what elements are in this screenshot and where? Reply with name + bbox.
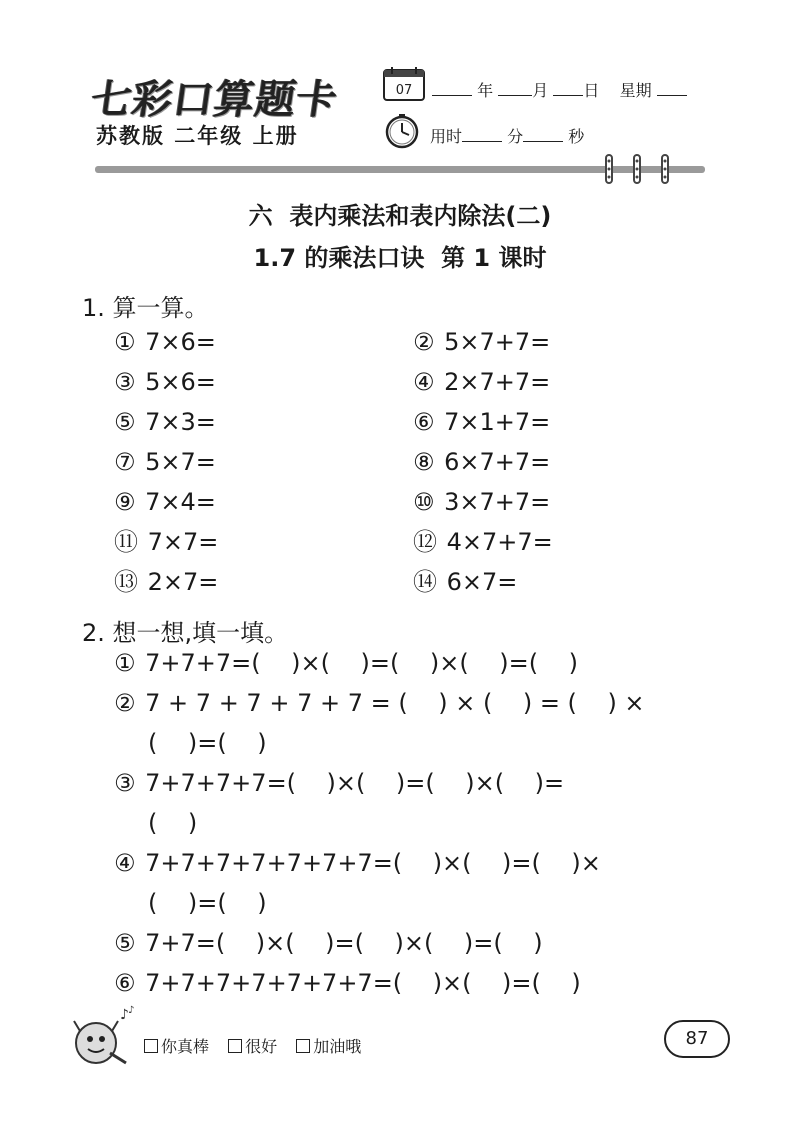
seconds-label: 秒 [568, 127, 585, 146]
calc-item[interactable]: ⑩ 3×7+7= [413, 488, 551, 516]
month-blank[interactable] [498, 81, 532, 96]
self-rating [144, 1034, 375, 1057]
clock-icon [384, 113, 420, 149]
fill-item[interactable]: ⑥ 7+7+7+7+7+7+7=( )×( )=( ) [114, 969, 581, 997]
calc-item[interactable]: ④ 2×7+7= [413, 368, 551, 396]
section2-heading: 2. 想一想,填一填。 [82, 619, 289, 647]
page-number: 87 [664, 1020, 730, 1058]
brand-title: 七彩口算题卡 [88, 77, 341, 123]
day-blank[interactable] [553, 81, 583, 96]
rating-checkbox[interactable] [144, 1039, 158, 1053]
calc-item[interactable]: ⑦ 5×7= [114, 448, 216, 476]
month-label: 月 [532, 81, 549, 100]
calc-item[interactable]: ⑪ 7×7= [114, 528, 219, 556]
unit-title: 六 表内乘法和表内除法(二) [248, 202, 552, 230]
binder-rings [600, 153, 680, 187]
fill-item[interactable]: ① 7+7+7=( )×( )=( )×( )=( ) [114, 649, 578, 677]
calendar-day: 07 [395, 83, 413, 98]
weekday-blank[interactable] [657, 81, 687, 96]
rating-option[interactable]: 加油哦 [296, 1037, 361, 1056]
fill-item[interactable]: ② 7 + 7 + 7 + 7 + 7 = ( ) × ( ) = ( ) × [114, 689, 645, 717]
calc-item[interactable]: ① 7×6= [114, 328, 216, 356]
minutes-blank[interactable] [462, 127, 502, 142]
rating-option[interactable]: 很好 [228, 1037, 277, 1056]
time-fields [430, 124, 584, 147]
minutes-label: 分 [507, 127, 524, 146]
fill-item[interactable]: ⑤ 7+7=( )×( )=( )×( )=( ) [114, 929, 543, 957]
year-label: 年 [477, 81, 494, 100]
calc-item[interactable]: ③ 5×6= [114, 368, 216, 396]
date-fields [432, 78, 687, 101]
fill-item[interactable]: ③ 7+7+7+7=( )×( )=( )×( )= [114, 769, 565, 797]
fill-item-continuation[interactable]: ( ) [148, 809, 198, 837]
rating-checkbox[interactable] [228, 1039, 242, 1053]
fill-item-continuation[interactable]: ( )=( ) [148, 889, 267, 917]
calc-item[interactable]: ⑫ 4×7+7= [413, 528, 553, 556]
calc-item[interactable]: ⑬ 2×7= [114, 568, 219, 596]
edition-label: 苏教版 二年级 上册 [96, 124, 299, 148]
calc-item[interactable]: ⑥ 7×1+7= [413, 408, 551, 436]
calc-item[interactable]: ② 5×7+7= [413, 328, 551, 356]
day-label: 日 [583, 81, 600, 100]
fill-item-continuation[interactable]: ( )=( ) [148, 729, 267, 757]
calc-item[interactable]: ⑧ 6×7+7= [413, 448, 551, 476]
svg-text:♪: ♪ [120, 1007, 129, 1023]
calc-item[interactable]: ⑭ 6×7= [413, 568, 518, 596]
mascot-illustration [66, 1003, 138, 1075]
svg-text:♪: ♪ [128, 1005, 135, 1016]
calc-item[interactable]: ⑨ 7×4= [114, 488, 216, 516]
seconds-blank[interactable] [523, 127, 563, 142]
rating-checkbox[interactable] [296, 1039, 310, 1053]
lesson-title: 1.7 的乘法口诀 第 1 课时 [253, 244, 547, 272]
calc-item[interactable]: ⑤ 7×3= [114, 408, 216, 436]
section1-heading: 1. 算一算。 [82, 294, 209, 322]
fill-item[interactable]: ④ 7+7+7+7+7+7+7=( )×( )=( )× [114, 849, 601, 877]
weekday-label: 星期 [619, 81, 652, 100]
year-blank[interactable] [432, 81, 472, 96]
rating-option[interactable]: 你真棒 [144, 1037, 209, 1056]
calendar-icon [382, 66, 426, 102]
time-used-label: 用时 [430, 127, 463, 146]
